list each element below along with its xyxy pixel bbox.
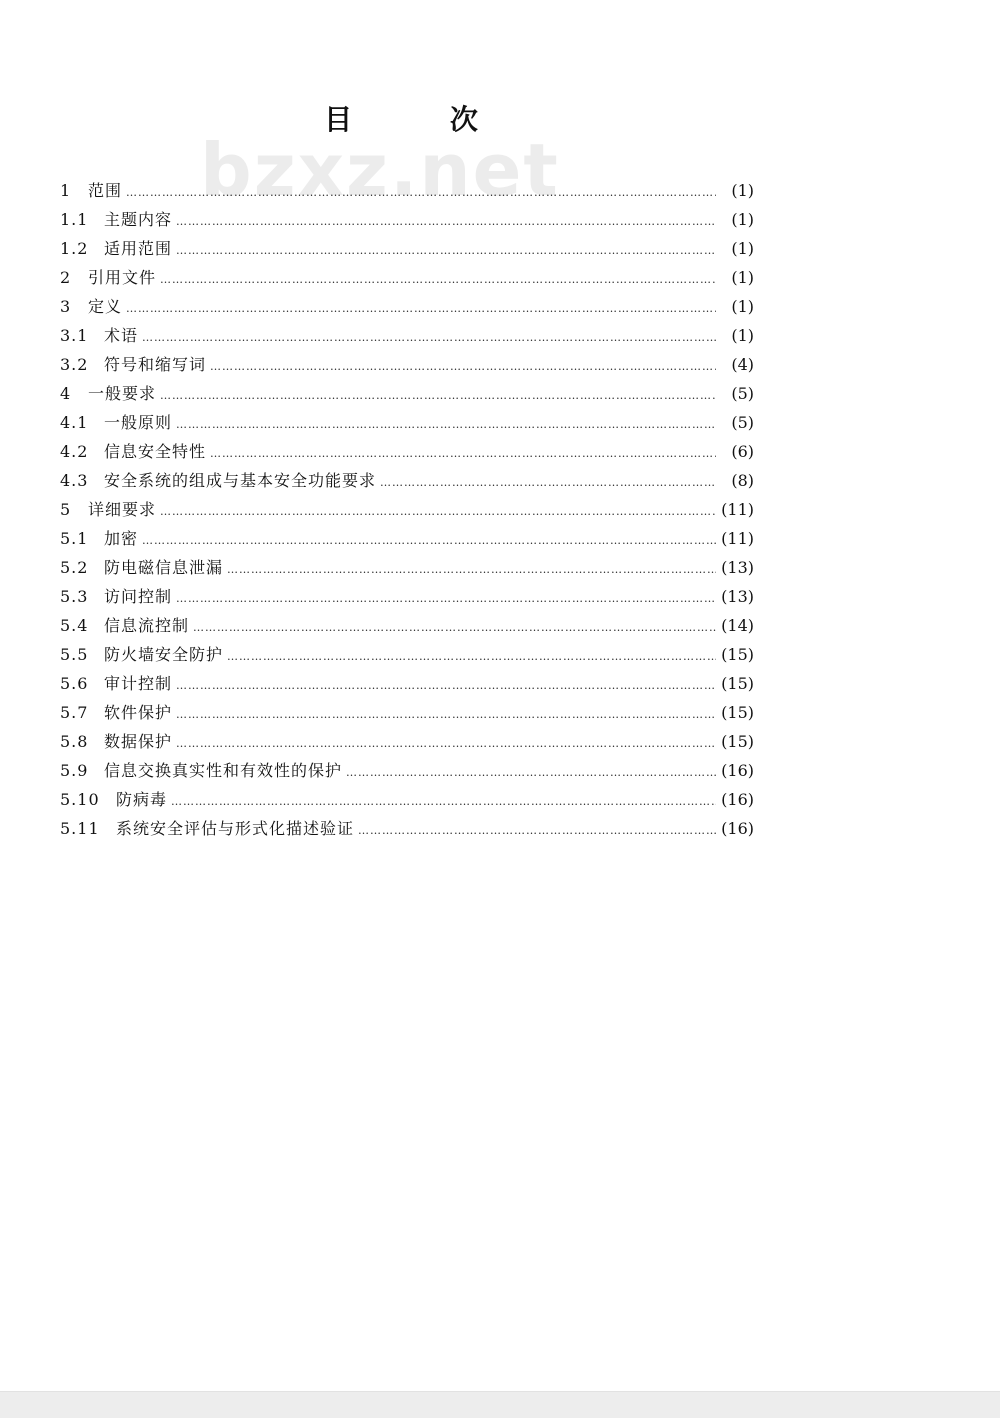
toc-entry-title: 适用范围 (104, 239, 173, 258)
toc-entry-number: 4.3 (60, 471, 89, 490)
toc-entry[interactable] (60, 466, 754, 495)
toc-entry-number: 5.11 (60, 819, 100, 838)
toc-entry-title: 主题内容 (104, 210, 173, 229)
toc-entry[interactable] (60, 350, 754, 379)
toc-entry-page: (16) (721, 790, 754, 809)
toc-entry-page: (15) (721, 645, 754, 664)
toc-entry[interactable] (60, 582, 754, 611)
toc-entry-title: 防病毒 (116, 790, 168, 809)
toc-entry-title: 信息流控制 (104, 616, 190, 635)
toc-entry-number: 1.2 (60, 239, 89, 258)
toc-entry[interactable] (60, 205, 754, 234)
toc-entry[interactable] (60, 379, 754, 408)
toc-entry[interactable] (60, 640, 754, 669)
toc-entry-number: 4.1 (60, 413, 89, 432)
table-of-contents (60, 176, 754, 843)
toc-entry[interactable] (60, 408, 754, 437)
toc-entry-title: 防电磁信息泄漏 (104, 558, 224, 577)
toc-entry[interactable] (60, 553, 754, 582)
toc-entry-number: 5.3 (60, 587, 89, 606)
viewer-bottom-bar (0, 1391, 1000, 1418)
toc-leader-dots (176, 207, 716, 236)
toc-leader-dots (142, 323, 716, 352)
toc-entry-number: 1.1 (60, 210, 89, 229)
toc-entry-number: 5.9 (60, 761, 89, 780)
toc-entry-page: (1) (731, 181, 754, 200)
toc-entry-page: (11) (721, 500, 754, 519)
toc-entry-page: (14) (721, 616, 754, 635)
toc-entry[interactable] (60, 234, 754, 263)
toc-entry-title: 加密 (104, 529, 139, 548)
toc-entry-title: 防火墙安全防护 (104, 645, 224, 664)
toc-entry-title: 详细要求 (88, 500, 157, 519)
toc-entry-number: 5.8 (60, 732, 89, 751)
page-title: 目 次 (324, 103, 522, 136)
toc-entry-title: 数据保护 (104, 732, 173, 751)
toc-entry-page: (15) (721, 732, 754, 751)
toc-entry-number: 5.10 (60, 790, 100, 809)
toc-entry[interactable] (60, 669, 754, 698)
toc-entry[interactable] (60, 524, 754, 553)
toc-leader-dots (176, 671, 716, 700)
toc-leader-dots (227, 555, 716, 584)
toc-entry-number: 4.2 (60, 442, 89, 461)
toc-entry-number: 5 (60, 500, 72, 519)
toc-entry[interactable] (60, 756, 754, 785)
toc-entry-number: 5.1 (60, 529, 89, 548)
toc-leader-dots (380, 468, 716, 497)
toc-entry-page: (13) (721, 587, 754, 606)
toc-entry-number: 4 (60, 384, 72, 403)
toc-entry[interactable] (60, 785, 754, 814)
toc-leader-dots (176, 410, 716, 439)
toc-entry-page: (1) (731, 268, 754, 287)
toc-entry[interactable] (60, 698, 754, 727)
toc-leader-dots (160, 381, 716, 410)
toc-leader-dots (210, 439, 716, 468)
toc-leader-dots (160, 265, 716, 294)
toc-entry-title: 信息交换真实性和有效性的保护 (104, 761, 343, 780)
toc-entry-title: 一般原则 (104, 413, 173, 432)
toc-entry-number: 5.5 (60, 645, 89, 664)
toc-entry[interactable] (60, 437, 754, 466)
toc-entry-number: 5.4 (60, 616, 89, 635)
toc-entry-page: (1) (731, 210, 754, 229)
toc-entry-page: (16) (721, 761, 754, 780)
toc-leader-dots (210, 352, 716, 381)
toc-entry-page: (1) (731, 239, 754, 258)
toc-entry-title: 软件保护 (104, 703, 173, 722)
toc-leader-dots (142, 526, 716, 555)
toc-entry-title: 访问控制 (104, 587, 173, 606)
toc-entry-number: 2 (60, 268, 72, 287)
toc-entry-number: 3 (60, 297, 72, 316)
toc-entry-title: 引用文件 (88, 268, 157, 287)
toc-entry-number: 5.7 (60, 703, 89, 722)
toc-leader-dots (126, 178, 716, 207)
toc-entry[interactable] (60, 321, 754, 350)
toc-entry-number: 5.6 (60, 674, 89, 693)
toc-entry-title: 范围 (88, 181, 123, 200)
toc-entry-page: (5) (731, 384, 754, 403)
toc-leader-dots (160, 497, 716, 526)
toc-entry-title: 信息安全特性 (104, 442, 207, 461)
toc-entry[interactable] (60, 814, 754, 843)
toc-leader-dots (176, 729, 716, 758)
toc-entry-title: 一般要求 (88, 384, 157, 403)
toc-entry[interactable] (60, 292, 754, 321)
toc-leader-dots (358, 816, 716, 845)
watermark: bzxz.net (200, 128, 560, 212)
toc-entry-page: (1) (731, 326, 754, 345)
toc-leader-dots (176, 700, 716, 729)
toc-entry-title: 术语 (104, 326, 139, 345)
toc-entry-title: 安全系统的组成与基本安全功能要求 (104, 471, 377, 490)
toc-entry-title: 定义 (88, 297, 123, 316)
toc-entry[interactable] (60, 727, 754, 756)
toc-entry-page: (5) (731, 413, 754, 432)
toc-entry-title: 符号和缩写词 (104, 355, 207, 374)
toc-entry-title: 系统安全评估与形式化描述验证 (116, 819, 355, 838)
toc-entry-page: (1) (731, 297, 754, 316)
toc-leader-dots (176, 584, 716, 613)
toc-entry[interactable] (60, 611, 754, 640)
toc-entry-number: 3.1 (60, 326, 89, 345)
toc-entry-page: (4) (731, 355, 754, 374)
toc-leader-dots (126, 294, 716, 323)
toc-entry[interactable] (60, 495, 754, 524)
toc-leader-dots (176, 236, 716, 265)
toc-leader-dots (227, 642, 716, 671)
toc-entry-number: 5.2 (60, 558, 89, 577)
toc-entry-page: (11) (721, 529, 754, 548)
toc-leader-dots (193, 613, 716, 642)
toc-entry-page: (15) (721, 703, 754, 722)
toc-entry-page: (8) (731, 471, 754, 490)
toc-entry-title: 审计控制 (104, 674, 173, 693)
toc-entry-page: (6) (731, 442, 754, 461)
toc-entry[interactable] (60, 263, 754, 292)
toc-entry-number: 1 (60, 181, 72, 200)
toc-entry-page: (16) (721, 819, 754, 838)
toc-leader-dots (171, 787, 716, 816)
toc-entry[interactable] (60, 176, 754, 205)
toc-entry-number: 3.2 (60, 355, 89, 374)
toc-entry-page: (13) (721, 558, 754, 577)
toc-entry-page: (15) (721, 674, 754, 693)
toc-leader-dots (346, 758, 716, 787)
